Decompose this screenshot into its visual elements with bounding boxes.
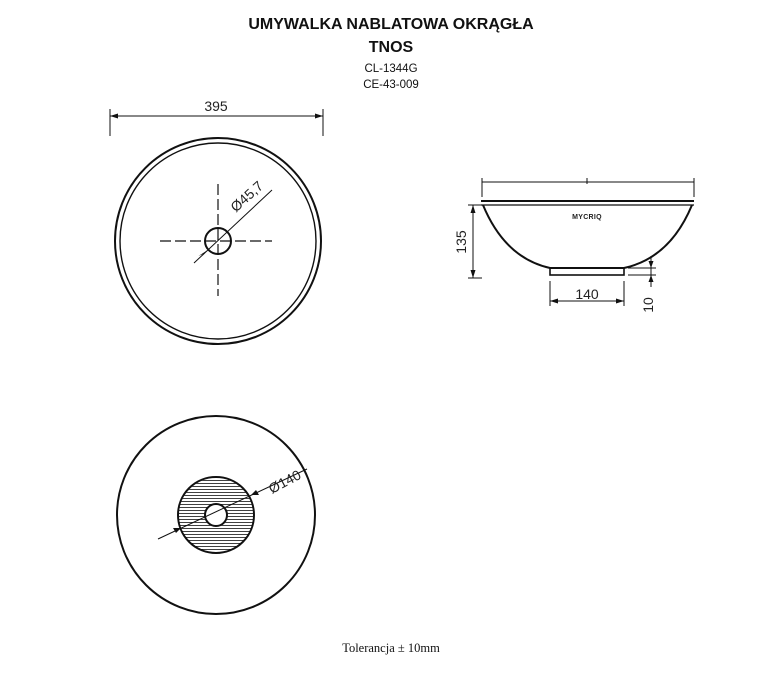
base-height-dimension-label: 10 [640,297,656,313]
base-width-dimension-label: 140 [575,286,599,302]
basin-base-foot [550,268,624,275]
base-height-arrow-bottom [649,275,654,282]
product-code-2: CE-43-009 [363,79,419,91]
tolerance-note: Tolerancja ± 10mm [342,641,440,655]
base-diameter-arrow-left [173,528,181,533]
base-width-arrow-right [616,299,624,304]
width-dim-arrow-right [315,114,323,119]
drain-diameter-label: Ø45,7 [227,177,267,215]
width-dim-arrow-left [110,114,118,119]
height-dim-arrow-bottom [471,270,476,278]
product-code-1: CL-1344G [364,63,418,75]
height-dim-arrow-top [471,205,476,213]
brand-logo: MYCRIQ [572,214,602,221]
model-name: TNOS [368,39,414,56]
width-dimension-label: 395 [204,98,228,114]
top-view [110,109,323,344]
bottom-view [117,416,315,614]
drain-leader-arrow-outer [199,250,209,257]
base-height-arrow-top [649,261,654,268]
base-diameter-label: Ø140 [265,466,304,497]
drawing-title: UMYWALKA NABLATOWA OKRĄGŁA [248,16,534,33]
height-dimension-label: 135 [453,230,469,254]
base-width-arrow-left [550,299,558,304]
